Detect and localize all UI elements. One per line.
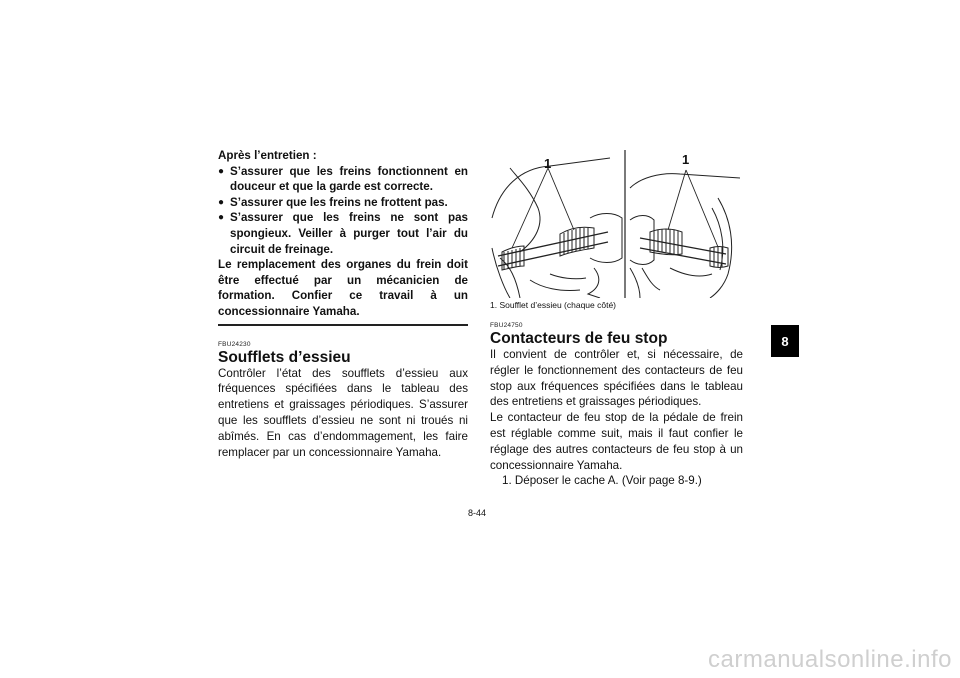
paragraph: Le contacteur de feu stop de la pédale de frein est réglable comme suit, mais il faut confier le réglage des autres contacteurs de feu stop à un concessionnaire Yamaha.	[490, 411, 743, 472]
callout-label: 1	[544, 156, 552, 171]
page-number: 8-44	[468, 508, 487, 518]
watermark: carmanualsonline.info	[708, 646, 952, 673]
section-title: Contacteurs de feu stop	[490, 330, 668, 347]
section-body: Contrôler l’état des soufflets d’essieu aux fréquences spécifiées dans le tableau des entretiens et graissages périodiques. S’assurer que les soufflets d’essieu ne sont ni troués ni abîmés. En cas d’endommagement, les faire remplacer par un concessionnaire Yamaha.	[218, 366, 468, 459]
paragraph: Il convient de contrôler et, si nécessaire, de régler le fonctionnement des contacteurs de feu stop aux fréquences spécifiées dans le tableau des entretiens et graissages périodiques.	[490, 348, 743, 409]
section-code: FBU24750	[490, 322, 523, 329]
bullet-icon: ●	[218, 196, 225, 208]
divider	[218, 324, 468, 326]
list-item: ● S’assurer que les freins ne frottent pas.	[218, 195, 448, 209]
after-service-heading: Après l’entretien :	[218, 149, 317, 162]
chapter-tab: 8	[771, 325, 799, 357]
bullet-icon: ●	[218, 165, 225, 177]
list-item: ● S’assurer que les freins ne sont pas spongieux. Veiller à purger tout l’air du circuit de freinage.	[218, 211, 468, 256]
warning-note: Le remplacement des organes du frein doit être effectué par un mécanicien de formation. Confier ce travail à un concessionnaire Yamaha.	[218, 258, 468, 318]
axle-boot-illustration	[490, 148, 743, 298]
figure-caption: 1. Soufflet d’essieu (chaque côté)	[490, 300, 617, 310]
step-item: 1. Déposer le cache A. (Voir page 8-9.)	[502, 474, 702, 488]
right-column	[490, 322, 743, 489]
axle-boot-drawing	[490, 148, 743, 298]
section-title: Soufflets d’essieu	[218, 348, 351, 366]
bullet-icon: ●	[218, 212, 225, 224]
section-code: FBU24230	[218, 340, 251, 348]
checklist	[218, 164, 468, 258]
left-column	[218, 148, 468, 460]
callout-label: 1	[682, 152, 690, 167]
list-item: ● S’assurer que les freins fonctionnent en douceur et que la garde est correcte.	[218, 164, 468, 194]
